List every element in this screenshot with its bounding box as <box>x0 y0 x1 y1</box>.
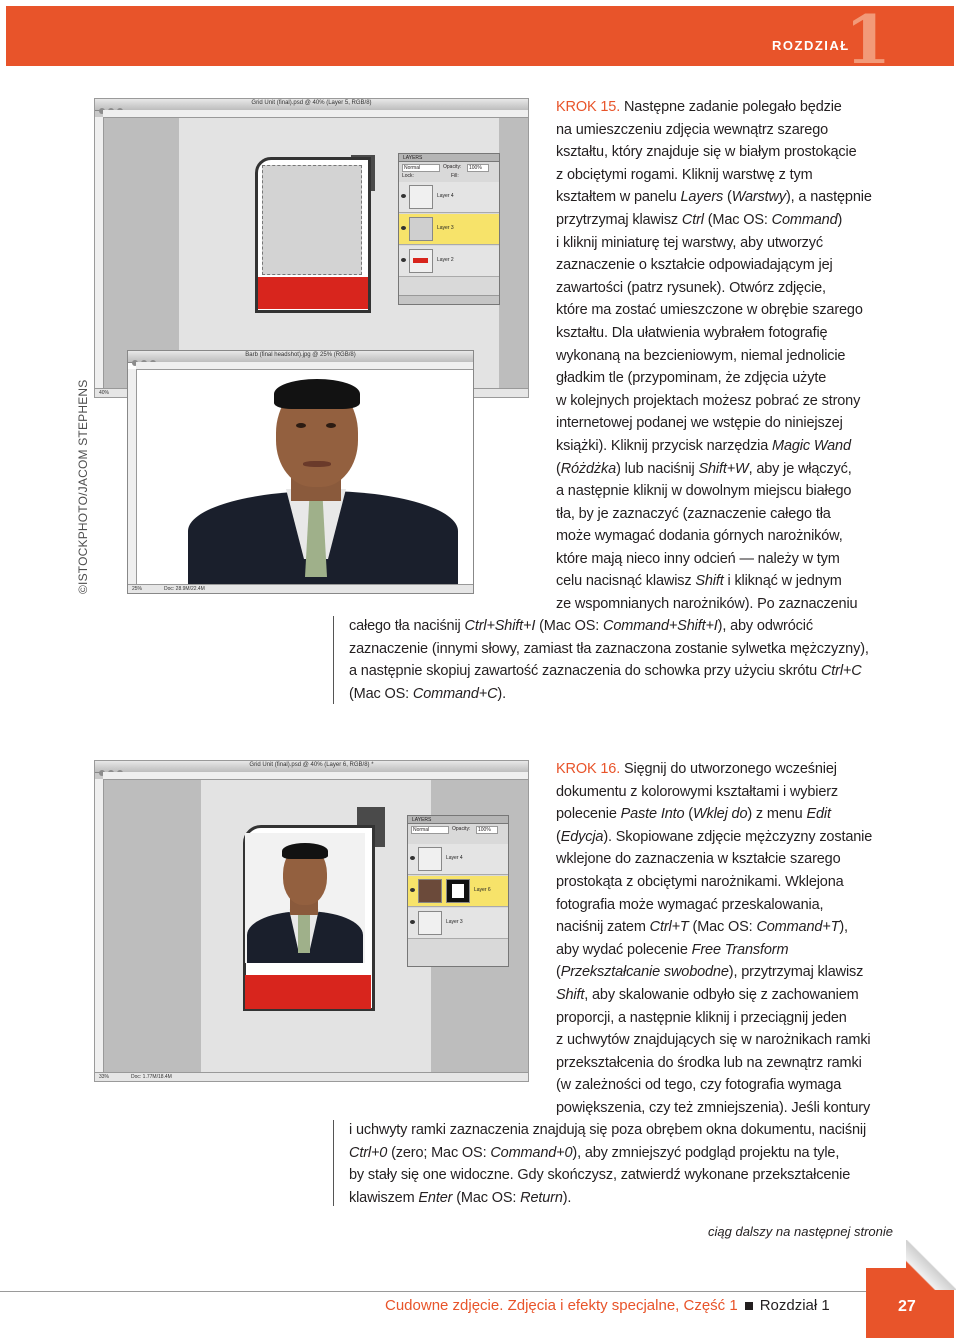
layer-thumbnail[interactable] <box>418 911 442 935</box>
eye-icon[interactable] <box>410 856 415 860</box>
eye-icon[interactable] <box>410 888 415 892</box>
opacity-label: Opacity: <box>452 826 471 832</box>
photo-window <box>127 350 474 594</box>
blend-mode-select[interactable]: Normal <box>411 826 449 834</box>
layer-row[interactable]: Layer 4 <box>399 182 499 213</box>
step16-text-full: i uchwyty ramki zaznaczenia znajdują się poza obrębem okna dokumentu, naciśnij Ctrl+0 (zero; Mac OS: Command+0), aby zmniejszyć podgląd projektu na tyle, by stały się one widoczne. Gdy skończysz, zatwierdź wykonane przekształcenie klawiszem Enter (Mac OS: Return). <box>349 1122 867 1206</box>
footer-rule <box>0 1291 906 1292</box>
status-bar: 33% Doc: 1.77M/18.4M <box>95 1072 528 1081</box>
layer-thumbnail[interactable] <box>418 847 442 871</box>
step16-rule <box>333 1120 334 1206</box>
ruler-horizontal <box>103 772 528 780</box>
layers-panel-title: LAYERS <box>412 817 432 823</box>
eye-icon[interactable] <box>401 258 406 262</box>
step16-text: KROK 16. Sięgnij do utworzonego wcześniej dokumentu z kolorowymi kształtami i wybierz polecenie Paste Into (Wklej do) z menu Edit (Edycja). Skopiowane zdjęcie mężczyzny zostanie wklejone do zaznaczenia w kształcie szarego prostokąta z obciętymi narożnikami. Wklejona fotografia może wymagać przeskalowania, naciśnij zatem Ctrl+T (Mac OS: Command+T), aby wydać polecenie Free Transform (Przekształcanie swobodne), przytrzymaj klawisz Shift, aby skalowanie odbyło się z zachowaniem proporcji, a następnie kliknij i przeciągnij jeden z uchwytów znajdujących się w narożnikach ramki przekształcenia do środka lub na zewnątrz ramki (w zależności od tego, czy fotografia wymaga powiększenia, czy też zmniejszenia). Jeśli kontury <box>556 761 873 1116</box>
continued-note: ciąg dalszy na następnej stronie <box>708 1224 894 1239</box>
ruler-horizontal <box>103 110 528 118</box>
layer-row[interactable]: Layer 3 <box>408 908 508 939</box>
page-curl <box>906 1240 956 1290</box>
layer-row[interactable]: Layer 2 <box>399 246 499 277</box>
opacity-label: Opacity: <box>443 164 462 170</box>
step15-rule <box>333 616 334 704</box>
layer-thumbnail[interactable] <box>409 249 433 273</box>
layer-row[interactable]: Layer 3 <box>399 214 499 245</box>
page-number: 27 <box>898 1298 916 1315</box>
layers-panel-footer <box>399 295 499 304</box>
layer-thumbnail[interactable] <box>409 185 433 209</box>
blend-mode-select[interactable]: Normal <box>402 164 440 172</box>
man-photo-pasted <box>245 833 365 963</box>
eye-icon[interactable] <box>401 226 406 230</box>
layer-thumbnail[interactable] <box>409 217 433 241</box>
layer-thumbnail[interactable] <box>418 879 442 903</box>
red-band <box>245 975 371 1009</box>
eye-icon[interactable] <box>410 920 415 924</box>
layers-panel-title: LAYERS <box>403 155 423 161</box>
footer-text <box>385 1297 830 1314</box>
red-band <box>258 277 368 309</box>
opacity-field[interactable]: 100% <box>476 826 498 834</box>
status-bar: 25% Doc: 28.9M/22.4M <box>128 584 473 593</box>
step15-label: KROK 15. <box>556 99 621 115</box>
opacity-field[interactable]: 100% <box>467 164 489 172</box>
document-title: Grid Unit (final).psd @ 40% (Layer 5, RGB/8) <box>251 100 372 106</box>
ruler-vertical <box>95 779 104 1073</box>
ruler-vertical <box>95 117 104 389</box>
screenshot-step16 <box>94 760 529 1082</box>
ruler-vertical <box>128 369 137 585</box>
header-band <box>6 6 954 66</box>
step15-text: KROK 15. Następne zadanie polegało będzie na umieszczeniu zdjęcia wewnątrz szarego kształtu, który znajduje się w białym prostokącie z obciętymi rogami. Kliknij warstwę z tym kształtem w panelu Layers (Warstwy), a następnie przytrzymaj klawisz Ctrl (Mac OS: Command) i kliknij miniaturę tej warstwy, aby utworzyć zaznaczenie o kształcie odpowiadającym jej zawartości (patrz rysunek). Otwórz zdjęcie, które ma zostać umieszczone w obrębie szarego kształtu. Dla ułatwienia wybrałem fotografię wykonaną na bezcieniowym, niemal jednolicie gładkim tle (przypominam, że zdjęcia użyte w kolejnych projektach możesz pobrać ze strony internetowej podanej we wstępie do niniejszej książki). Kliknij przycisk narzędzia Magic Wand (Różdżka) lub naciśnij Shift+W, aby je włączyć, a następnie kliknij w dowolnym miejscu białego tła, by je zaznaczyć (zaznaczenie całego tła może wymagać dodania górnych narożników, które mają nieco inny odcień — należy w tym celu nacisnąć klawisz Shift i kliknąć w jednym ze wspomnianych narożników). Po zaznaczeniu <box>556 99 872 613</box>
chapter-label: ROZDZIAŁ <box>772 38 850 53</box>
document-title: Grid Unit (final).psd @ 40% (Layer 6, RGB/8) * <box>249 762 374 768</box>
layers-panel <box>398 153 500 305</box>
status-bar: 40% <box>95 388 528 397</box>
square-bullet-icon <box>745 1302 753 1310</box>
lock-label: Lock: <box>402 173 414 179</box>
layer-mask-thumbnail[interactable] <box>446 879 470 903</box>
photo-title: Barb (final headshot).jpg @ 25% (RGB/8) <box>245 352 356 358</box>
fill-label: Fill: <box>451 173 459 179</box>
step16-label: KROK 16. <box>556 761 621 777</box>
step15-text-full: całego tła naciśnij Ctrl+Shift+I (Mac OS: Command+Shift+I), aby odwrócić zaznaczenie (innymi słowy, zamiast tła zaznaczona zostanie sylwetka mężczyzny), a następnie skopiuj zawartość zaznaczenia do schowka przy użyciu skrótu Ctrl+C (Mac OS: Command+C). <box>349 618 869 702</box>
layer-row[interactable]: Layer 4 <box>408 844 508 875</box>
gray-shape-selected <box>262 165 362 275</box>
eye-icon[interactable] <box>401 194 406 198</box>
layers-panel <box>407 815 509 967</box>
chapter-number: 1 <box>845 1 891 79</box>
photo-credit: ©ISTOCKPHOTO/JACOM STEPHENS <box>76 379 90 594</box>
footer-chapter: Rozdział 1 <box>759 1297 830 1314</box>
layer-row[interactable]: Layer 6 <box>408 876 508 907</box>
book-title: Cudowne zdjęcie. Zdjęcia i efekty specjalne, Część 1 <box>385 1297 738 1314</box>
man-photo <box>168 369 468 585</box>
